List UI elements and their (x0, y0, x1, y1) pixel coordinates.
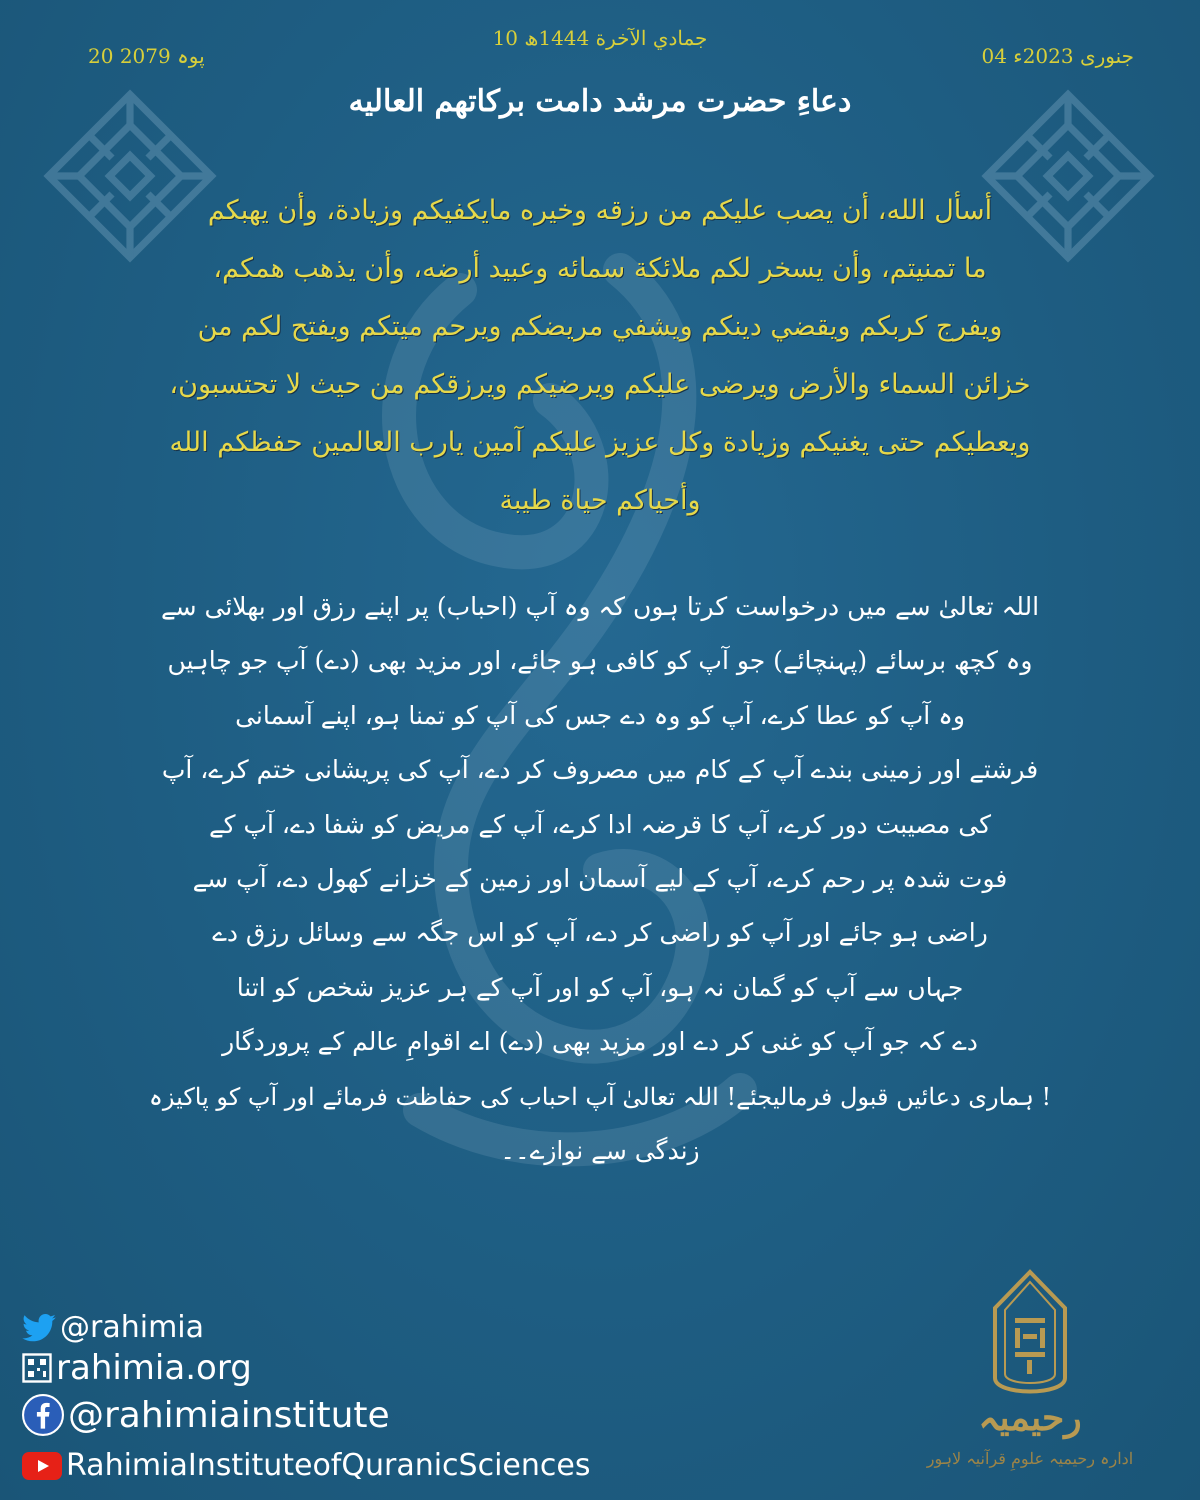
arabic-line: وأحياكم حياة طيبة (499, 485, 701, 516)
arabic-line: ما تمنيتم، وأن يسخر لكم ملائكة سمائه وعبيد أرضه، وأن يذهب همكم، (213, 253, 987, 284)
qr-code-icon (22, 1353, 52, 1383)
urdu-line: ! ہماری دعائیں قبول فرمالیجئے! اللہ تعالیٰ آپ احباب کی حفاظت فرمائے اور آپ کو پاکیزہ (148, 1082, 1052, 1111)
arabic-dua-text (100, 182, 1100, 530)
twitter-bird-icon (22, 1314, 56, 1342)
urdu-line: اللہ تعالیٰ سے میں درخواست کرتا ہوں کہ وہ آپ (احباب) پر اپنے رزق اور بھلائی سے (160, 592, 1040, 621)
urdu-line: جہاں سے آپ کو گمان نہ ہو، آپ کو اور آپ کے ہر عزیز شخص کو اتنا (236, 972, 964, 1002)
urdu-line: فوت شدہ پر رحم کرے، آپ کے لیے آسمان اور زمین کے خزانے کھول دے، آپ سے (192, 864, 1008, 894)
website-link[interactable] (22, 1348, 252, 1388)
facebook-handle: @rahimiainstitute (68, 1394, 390, 1436)
website-url: rahimia.org (56, 1348, 252, 1388)
arabic-line: خزائن السماء والأرض ويرضى عليكم ويرضيكم ويرزقكم من حيث لا تحتسبون، (169, 369, 1031, 400)
urdu-line: کی مصیبت دور کرے، آپ کا قرضہ ادا کرے، آپ کے مریض کو شفا دے، آپ کے (208, 809, 992, 839)
facebook-link[interactable] (22, 1394, 390, 1436)
arabic-line: ويفرج كربكم ويقضي دينكم ويشفي مريضكم ويرحم ميتكم ويفتح لكم من (197, 311, 1003, 342)
youtube-link[interactable] (22, 1448, 590, 1483)
facebook-icon (22, 1394, 64, 1436)
urdu-translation-text (140, 580, 1060, 1178)
date-gregorian: 04 جنوری 2023ء (981, 44, 1134, 68)
youtube-icon (22, 1452, 62, 1480)
twitter-link[interactable] (22, 1310, 204, 1345)
dua-heading: دعاءِ حضرت مرشد دامت برکاتهم العاليه (348, 84, 852, 119)
logo-name: رحیمیہ (978, 1397, 1082, 1439)
youtube-channel: RahimiaInstituteofQuranicSciences (66, 1448, 591, 1483)
urdu-line: راضی ہو جائے اور آپ کو راضی کر دے، آپ کو اس جگہ سے وسائل رزق دے (212, 918, 988, 948)
date-hijri: 10 جمادي الآخرة 1444ھ (492, 26, 708, 50)
arabic-line: ويعطيكم حتى يغنيكم وزيادة وكل عزيز عليكم آمين يارب العالمين حفظكم الله (169, 427, 1031, 458)
arabic-line: أسأل الله، أن يصب عليكم من رزقه وخيره مايكفيكم وزيادة، وأن يهبكم (207, 195, 993, 226)
rahimia-calligraphy-logo (915, 1268, 1145, 1483)
urdu-line: فرشتے اور زمینی بندے آپ کے کام میں مصروف کر دے، آپ کی پریشانی ختم کرے، آپ (161, 755, 1039, 785)
urdu-line: دے کہ جو آپ کو غنی کر دے اور مزید بھی (دے) اے اقوامِ عالم کے پروردگار (222, 1027, 978, 1057)
twitter-handle: @rahimia (60, 1310, 205, 1345)
logo-subtitle: ادارہ رحیمیہ علومِ قرآنیہ لاہور (926, 1449, 1134, 1468)
urdu-line: وہ آپ کو عطا کرے، آپ کو وہ دے جس کی آپ کو تمنا ہو، اپنے آسمانی (235, 700, 965, 730)
date-bikrami: 20 پوہ 2079 (88, 44, 205, 68)
urdu-line: زندگی سے نوازے۔۔ (500, 1136, 700, 1166)
urdu-line: وہ کچھ برسائے (پہنچائے) جو آپ کو کافی ہو جائے، اور مزید بھی (دے) آپ جو چاہیں (167, 646, 1033, 676)
